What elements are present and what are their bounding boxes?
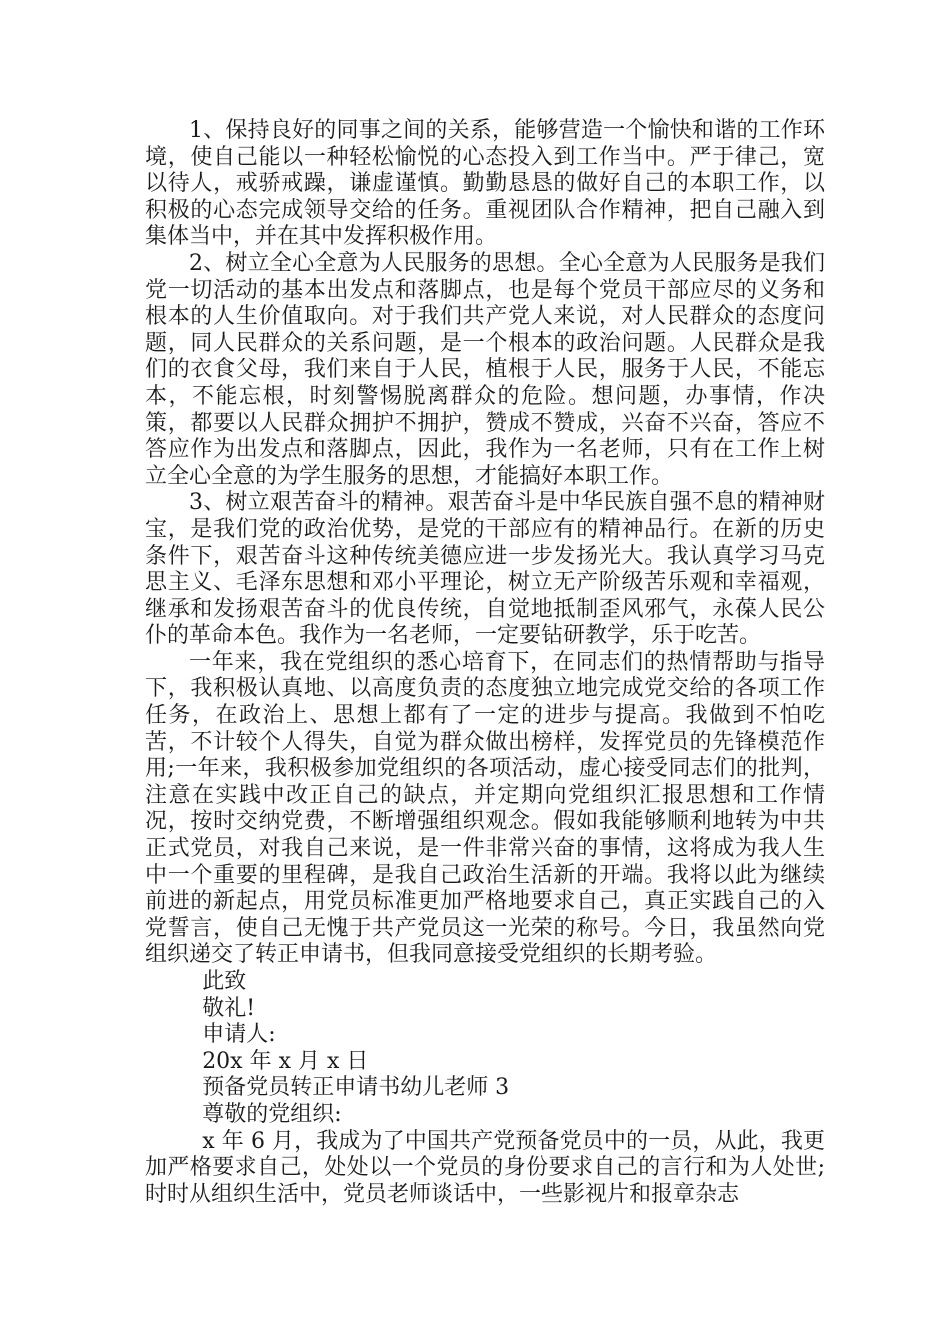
paragraph-3: 3、树立艰苦奋斗的精神。艰苦奋斗是中华民族自强不息的精神财宝，是我们党的政治优势，是党的干部应有的精神品行。在新的历史条件下，艰苦奋斗这种传统美德应进一步发扬光大。我认真学习马克思主义、毛泽东思想和邓小平理论，树立无产阶级苦乐观和幸福观，继承和发扬艰苦奋斗的优良传统，自觉地抵制歪风邪气，永葆人民公仆的革命本色。我作为一名老师，一定要钻研教学，乐于吃苦。 [145,490,825,649]
paragraph-1: 1、保持良好的同事之间的关系，能够营造一个愉快和谐的工作环境，使自己能以一种轻松愉悦的心态投入到工作当中。严于律己，宽以待人，戒骄戒躁，谦虚谨慎。勤勤恳恳的做好自己的本职工作，以积极的心态完成领导交给的任务。重视团队合作精神，把自己融入到集体当中，并在其中发挥积极作用。 [145,118,825,250]
date-line: 20x 年 x 月 x 日 [202,1048,369,1074]
closing-salutation-1: 此致 [202,969,247,994]
paragraph-4: 一年来，我在党组织的悉心培育下，在同志们的热情帮助与指导下，我积极认真地、以高度负责的态度独立地完成党交给的各项工作任务，在政治上、思想上都有了一定的进步与提高。我做到不怕吃苦，不计较个人得失，自觉为群众做出榜样，发挥党员的先锋模范作用;一年来，我积极参加党组织的各项活动，虚心接受同志们的批判，注意在实践中改正自己的缺点，并定期向党组织汇报思想和工作情况，按时交纳党费，不断增强组织观念。假如我能够顺利地转为中共正式党员，对我自己来说，是一件非常兴奋的事情，这将成为我人生中一个重要的里程碑，是我自己政治生活新的开端。我将以此为继续前进的新起点，用党员标准更加严格地要求自己，真正实践自己的入党誓言，使自己无愧于共产党员这一光荣的称号。今日，我虽然向党组织递交了转正申请书，但我同意接受党组织的长期考验。 [145,649,825,968]
next-section-title: 预备党员转正申请书幼儿老师 3 [202,1075,510,1101]
next-section-paragraph: x 年 6 月，我成为了中国共产党预备党员中的一员，从此，我更加严格要求自己，处处以一个党员的身份要求自己的言行和为人处世;时时从组织生活中，党员老师谈话中，一些影视片和报章杂志 [145,1128,825,1207]
closing-salutation-2: 敬礼! [202,995,256,1021]
next-section-greeting: 尊敬的党组织: [202,1101,342,1127]
applicant-label: 申请人: [202,1022,276,1048]
paragraph-2: 2、树立全心全意为人民服务的思想。全心全意为人民服务是我们党一切活动的基本出发点和落脚点，也是每个党员干部应尽的义务和根本的人生价值取向。对于我们共产党人来说，对人民群众的态度问题，同人民群众的关系问题，是一个根本的政治问题。人民群众是我们的衣食父母，我们来自于人民，植根于人民，服务于人民，不能忘本，不能忘根，时刻警惕脱离群众的危险。想问题，办事情，作决策，都要以人民群众拥护不拥护，赞成不赞成，兴奋不兴奋，答应不答应作为出发点和落脚点，因此，我作为一名老师，只有在工作上树立全心全意的为学生服务的思想，才能搞好本职工作。 [145,250,825,489]
document-page [145,118,825,1208]
